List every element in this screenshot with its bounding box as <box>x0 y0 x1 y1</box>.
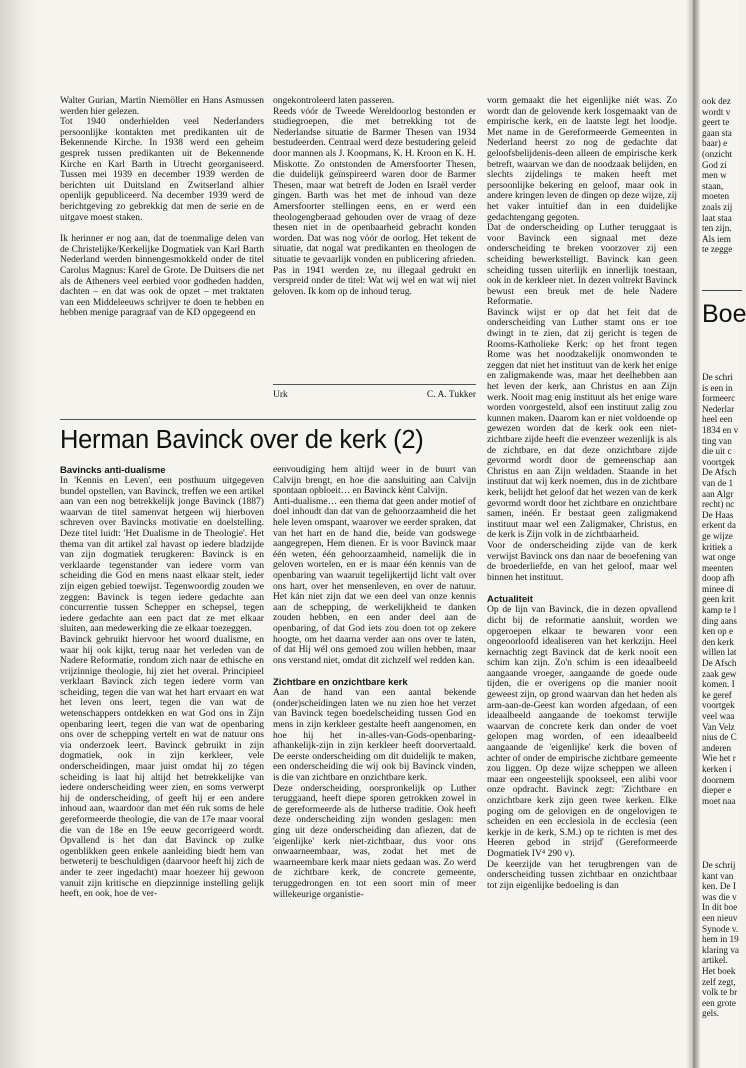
article-column-3 <box>487 96 677 891</box>
adjacent-text-line: God zi <box>702 159 727 170</box>
adjacent-text-line: is een in <box>702 382 733 393</box>
adjacent-text-line: 1834 en v <box>702 424 739 435</box>
adjacent-text-line: ook dez <box>702 96 731 106</box>
paragraph: Aan de hand van een aantal bekende (onder)scheidingen laten we nu zien hoe het verzet van Bavinck tegen boedelscheiding tussen God en mens in zijn kerkleer gestalte heeft aangenomen, en hoe hij het in-alles-van-Gods-openbaring-afhankelijk-zijn in zijn kerkleer heeft doorvertaald. De eerste onderscheiding om dit duidelijk te maken, een onderscheiding die wij ook bij Bavinck vinden, is die van zichtbare en onzichtbare kerk. <box>273 687 476 784</box>
adjacent-text-line: Synode v. <box>702 923 739 934</box>
adjacent-page-strip <box>702 0 746 1068</box>
adjacent-text-line: ken. De I <box>702 881 736 892</box>
adjacent-text-line: ge wijze <box>702 530 733 541</box>
adjacent-text-line: doornem <box>702 774 735 785</box>
paragraph: Tot 1940 onderhielden veel Nederlanders persoonlijke kontakten met predikanten uit de Bekennende Kirche. In 1938 werd een geheim gesprek tussen predikanten uit de Bekennende Kirche en Karl Barth in Utrecht georganiseerd. Tussen mei 1939 en december 1939 werden de berichten uit Duitsland en Zwitserland alhier openlijk gepubliceerd. Na december 1939 werd de berichtgeving zo gebrekkig dat men de serie en de uitgave moest staken. <box>60 116 264 223</box>
adjacent-text-line: Als iem <box>702 233 731 244</box>
adjacent-rule <box>702 290 742 291</box>
article-title: Herman Bavinck over de kerk (2) <box>60 426 424 454</box>
adjacent-text-line: ten zijn. <box>702 223 732 234</box>
adjacent-text-line: ding aans <box>702 615 737 626</box>
adjacent-text-line: geert te <box>702 117 730 128</box>
section-divider <box>60 419 476 420</box>
adjacent-text-line: wat onge <box>702 552 736 563</box>
adjacent-text-line: zaak gew <box>702 668 737 679</box>
top-column-2 <box>273 96 476 297</box>
paragraph: Voor de onderscheiding zijde van de kerk verwijst Bavinck ons dan naar de beoefening van de broederliefde, en van het geloof, maar wel binnen het instituut. <box>487 539 677 583</box>
adjacent-heading: Boe <box>702 300 746 328</box>
adjacent-text-line: wordt v <box>702 106 731 117</box>
adjacent-text-line: heel een <box>702 414 733 425</box>
signature-author: C. A. Tukker <box>426 390 476 400</box>
adjacent-text-line: erkent da <box>702 520 736 531</box>
adjacent-text-line: den kerk <box>702 636 734 647</box>
adjacent-text-line: moeten <box>702 191 730 202</box>
page-gutter <box>686 0 700 1068</box>
signature-rule <box>273 384 476 385</box>
adjacent-text-line: klaring va <box>702 944 739 955</box>
adjacent-text-line: gaan sta <box>702 127 732 138</box>
adjacent-text-line: De schri <box>702 372 733 382</box>
adjacent-text-line: een nieuv <box>702 912 738 923</box>
paragraph: Deze onderscheiding, oorspronkelijk op Luther teruggaand, heeft diepe sporen getrokken zowel in de gereformeerde als de lutherse traditie. Ook heeft deze onderscheiding zijn wonden geslagen: men ging uit deze onderscheiding dan afiezen, dat de 'eigenlijke' kerk niet-zichtbaar, dus voor ons onwaarneembaar, was, zodat het met de waarneembare kerk maar niets gedaan was. Zo werd de zichtbare kerk, de concrete gemeente, teruggedrongen en tot een soort min of meer willekeurige organistie- <box>273 782 476 900</box>
adjacent-text-line: zoals zij <box>702 201 733 212</box>
paragraph: De keerzijde van het terugbrengen van de onderscheiding tussen zichtbaar en onzichtbaar tot zijn eigenlijke bedoeling is dan <box>487 858 677 891</box>
paragraph: Bavinck gebruikt hiervoor het woord dualisme, en waar hij ook kijkt, terug naar het verleden van de Nadere Reformatie, rondom zich naar de ethische en vrijzinnige theologie, hij ziet het overal. Principieel verklaart Bavinck zich tegen iedere vorm van scheiding, tegen die van wat het hart ervaart en wat het leven ons leert, tegen die van wat de wetenschappers ontdekken en wat God ons in Zijn openbaring leert, tegen die van wat de openbaring ons over de schepping vertelt en wat de natuur ons via onderzoek leert. Bavinck gebruikt in zijn dogmatiek, ook in zijn kerkleer, vele onderscheidingen, maar juist omdat hij zo tégen scheiding is laat hij altijd het betrekkelijke van iedere onderscheiding weer zien, en soms verwerpt hij de onderscheiding, of geeft hij er een andere inhoud aan, waardoor dan met één ruk soms de hele gereformeerde theologie, die van de 17e maar vooral die van de 18e en 19e eeuw gecorrigeerd wordt. Opvallend is het dan dat Bavinck op zulke ogenblikken geen enkele aanleiding biedt hem van betweterij te beschuldigen (daarvoor heeft hij zich de ander te zeer ingedacht) maar hoezeer hij gewoon vanuit zijn kritische en diepzinnige instelling gelijk heeft, en ook, hoe de ver- <box>60 633 264 900</box>
adjacent-text-line: De Haas <box>702 509 734 520</box>
adjacent-text-line: dieper e <box>702 785 732 796</box>
adjacent-text-line: (onzicht <box>702 148 733 159</box>
subheading: Zichtbare en onzichtbare kerk <box>273 677 408 689</box>
adjacent-text-line: De schrij <box>702 860 736 870</box>
top-column-1 <box>60 96 264 319</box>
adjacent-text-line: staan, <box>702 180 724 191</box>
signature-place: Urk <box>273 390 288 400</box>
adjacent-text-line: voortgek <box>702 456 735 467</box>
adjacent-text-line: formeerc <box>702 393 736 404</box>
paragraph: Op de lijn van Bavinck, die in dezen opvallend dicht bij de reformatie aansluit, worden we opgeroepen elkaar te bewaren voor een ongeoorloofd idealiseren van het kerkzijn. Heel kernachtig zegt Bavinck dat de kerk nooit een schim kan zijn. Zo'n schim is een ideaalbeeld aangaande vroeger, aangaande de goede oude tijden, die er overigens op die manier nooit geweest zijn, op grond waarvan dan het heden als arm-aan-de-Geest kan worden afgedaan, of een ideaalbeeld aangaande de toekomst terwijle waarvan de concrete kerk dan onder de voet gelopen mag worden, of een ideaalbeeld aangaande de 'eigenlijke' kerk die boven of achter of onder de empirische zichtbare gemeente zou liggen. Op deze wijze scheppen we alleen maar een ongeestelijk spookseel, een alibi voor onze opdracht. Bavinck zegt: 'Zichtbare en onzichtbare kerk zijn geen twee kerken. Elke poging om de gelovigen en de ongelovigen te scheiden en een ecclesiola in de ecclesia (een kerkje in de kerk, S.M.) op te richten is met des Heeren gebod in strijd' (Gereformeerde Dogmatiek IV⁴ 290 v). <box>487 604 677 859</box>
adjacent-text-line: gels. <box>702 1008 720 1019</box>
subheading: Bavincks anti-dualisme <box>60 465 166 476</box>
adjacent-text-line: meenten <box>702 562 734 573</box>
adjacent-text-line: volk te br <box>702 987 738 998</box>
adjacent-text-line: De Afsch <box>702 467 737 478</box>
adjacent-text-line: zelf zegt, <box>702 976 736 987</box>
adjacent-text-line: voortgek <box>702 700 735 711</box>
adjacent-text-line: artikel. <box>702 955 728 966</box>
paragraph: In 'Kennis en Leven', een posthuum uitgegeven bundel opstellen, van Bavinck, treffen we een artikel aan van een nog betrekkelijk jonge Bavinck (1887) waarvan de titel samenvat hetgeen wij hierboven schreven over Bavincks motivatie en doelstelling. Deze titel luidt: 'Het Dualisme in de Theologie'. Het thema van dit artikel zal havast op iedere bladzijde van zijn dogmatiek terugkeren: Bavinck is en verklaarde tegenstander van iedere vorm van scheiding die God en mens naast elkaar stelt, ieder zijn eigen gebied toewijst. Tegenwoordig zouden we zeggen: Bavinck is tegen iedere gedachte aan concurrentie tussen Schepper en schepsel, tegen iedere gedachte aan een pact dat ze met elkaar sluiten, aan medewerking die ze elkaar toezeggen. <box>60 475 264 635</box>
adjacent-text-line: Nederlar <box>702 403 735 414</box>
adjacent-text-line: ke geref <box>702 689 732 700</box>
adjacent-text-line: laat staa <box>702 212 732 223</box>
adjacent-text-line: kamp te l <box>702 605 737 616</box>
adjacent-text-line: recht) nc <box>702 499 735 510</box>
adjacent-text-middle <box>702 372 738 806</box>
adjacent-text-line: Het boek <box>702 965 736 976</box>
paragraph: ongekontroleerd laten passeren. <box>273 95 395 106</box>
adjacent-text-line: kritiek a <box>702 541 733 552</box>
adjacent-text-bottom <box>702 860 739 1019</box>
adjacent-text-line: komen. I <box>702 679 735 690</box>
adjacent-text-line: men w <box>702 170 727 181</box>
adjacent-text-line: doop afh <box>702 573 735 584</box>
paragraph: Anti-dualisme… een thema dat geen ander motief of doel inhoudt dan dat van de gehoorzaamheid die het hele leven omspant, waarover we eerder spraken, dat van het hart en de hand die, beide van godswege aangegrepen, Hem dienen. Er is voor Bavinck maar één weten, één gehoorzaamheid, namelijk die in geloven wortelen, en er is maar één kennis van de openbaring van waaruit tegelijkertijd licht valt over ons hart, over het mensenleven, en over de natuur. Het kán niet zijn dat we een deel van onze kennis aan de schepping, de werkelijkheid te danken zouden hebben, en een ander deel aan de openbaring, of dat God iets zou doen tot op zekere hoogte, om het daarna verder aan ons over te laten, of dat Hij wél ons gemoed zou willen hebben, maar ons verstand niet, omdat dit zichzelf wel redden kan. <box>273 495 476 666</box>
adjacent-text-line: Van Velz <box>702 721 735 732</box>
paragraph: Walter Gurian, Martin Niemöller en Hans Asmussen werden hier gelezen. <box>60 95 264 117</box>
article-column-2 <box>273 465 476 900</box>
adjacent-text-line: ting van <box>702 435 732 446</box>
adjacent-text-top <box>702 96 732 255</box>
adjacent-text-line: hem in 19 <box>702 934 739 945</box>
adjacent-text-line: aan Algr <box>702 488 734 499</box>
adjacent-text-line: van de 1 <box>702 477 734 488</box>
adjacent-text-line: nius de C <box>702 732 737 743</box>
paragraph: eenvoudiging hem altijd weer in de buurt van Calvijn brengt, en hoe die aansluiting aan Calvijn spontaan opbloeit… en Bavinck kènt Calvijn. <box>273 464 476 497</box>
adjacent-text-line: was die v <box>702 891 737 902</box>
adjacent-text-line: Wie het r <box>702 753 736 764</box>
adjacent-text-line: anderen <box>702 742 732 753</box>
paragraph: Dat de onderscheiding op Luther teruggaat is voor Bavinck een signaal met deze onderscheiding te breken voorzover zij een scheiding bewerkstelligt. Bavinck kan geen scheiding tussen uiterlijk en innerlijk toestaan, ook in de kerkleer niet. In dezen voltrekt Bavinck bewust een breuk met de hele Nadere Reformatie. <box>487 222 677 308</box>
adjacent-text-line: minee di <box>702 583 734 594</box>
paragraph: vorm gemaakt die het eigenlijke niét was. Zo wordt dan de gelovende kerk losgemaakt van de empirische kerk, en de laatste legt het loodje. Met name in de Gereformeerde Gemeenten in Nederland heerst zo nog de gedachte dat geloofsbelijdenis-deen alleen de empirische kerk betreft, waarvan we dan de noodzaak belijden, en slechts zijdelings te maken heeft met persoonlijke bekering en geloof, maar ook in andere kringen leven de dingen op deze wijze, zij het vaker intuïtief dan in een duidelijke gedachtengang gegoten. <box>487 95 677 223</box>
subheading: Actualiteit <box>487 594 533 606</box>
adjacent-text-line: In dit boe <box>702 902 738 913</box>
adjacent-text-line: die uit c <box>702 446 732 457</box>
adjacent-text-line: te zegge <box>702 244 733 255</box>
paragraph: Ik herinner er nog aan, dat de toenmalige delen van de Christelijke/Kerkelijke Dogmatiek van Karl Barth Nederland werden binnengesmokkeld onder de titel Carolus Magnus: Karel de Grote. De Duitsers die net als de Atheners veel eerbied voor godheden hadden, dachten – en dat was ook de opzet – met traktaten van een Middeleeuws schrijver te doen te hebben en hebben menige paragraaf van de KD opgegeend en <box>60 233 264 319</box>
adjacent-text-line: veel waa <box>702 711 735 721</box>
adjacent-text-line: kant van <box>702 870 734 881</box>
adjacent-text-line: geen krit <box>702 594 735 605</box>
article-column-1 <box>60 465 264 900</box>
paragraph: Bavinck wijst er op dat het feit dat de onderscheiding van Luther stamt ons er toe dwingt in te zien, dat zij gericht is tegen de Rooms-Katholieke Kerk: op het front tegen Rome was het noodzakelijk onomwonden te zeggen dat niet het instituut van de kerk het enige en zaligmakende was, maar het deelhebben aan het leven der kerk, aan Christus en aan Zijn werk. Nooit mag enig instituut als het enige ware worden voorgesteld, alsof een instituut zalig zou kunnen maken. Daarom kan er niet voldoende op gewezen worden dat de kerk ook een niet-zichtbare zijde heeft die evenzeer wezenlijk is als de zichtbare, en dat deze onzichtbare zijde gevormd wordt door de gemeenschap aan Christus en aan Zijn weldaden. Staande in het instituut dat wij kerk noemen, dus in de zichtbare kerk, belijdt het geloof dat het wezen van de kerk gevormd wordt door het zichtbare en onzichtbare samen, inéén. Er bestaat geen zaligmakend instituut maar wel een Zaligmaker, Christus, en de kerk is Zijn volk in de zichtbaarheid. <box>487 306 677 541</box>
adjacent-text-line: ken op e <box>702 626 734 637</box>
adjacent-text-line: moet naa <box>702 795 736 806</box>
adjacent-text-line: een grote <box>702 997 736 1008</box>
paragraph: Reeds vóór de Tweede Wereldoorlog bestonden er studiegroepen, die met betrekking tot de Nederlandse situatie de Barmer Thesen van 1934 bestudeerden. Centraal werd deze bestudering geleid door mannen als J. Koopmans, K. H. Kroon en K. H. Miskotte. Zo ontstonden de Amersfoorter Thesen, die duidelijk geïnspireerd waren door de Barmer Thesen, maar wat betreft de Joden en Israël verder gingen. Barth was het met de inhoud van deze Amersfoorter stellingen eens, en er werd een theologengberaad gehouden over de vraag of deze thesen niet in de openbaarheid gebracht konden worden. Dat was nog vóór de oorlog. Het tekent de situatie, dat nogal wat predikanten en theologen de situatie te gevaarlijk vonden en publicering afrieden. Pas in 1941 werden ze, nu illegaal gedrukt en verspreid onder de titel: Wat wij wel en wat wij niet geloven. Ik kom op de inhoud terug. <box>273 105 476 297</box>
page-fold-shadow <box>0 0 38 1068</box>
adjacent-text-line: De Afsch <box>702 658 737 669</box>
adjacent-text-line: willen lat <box>702 647 737 658</box>
adjacent-text-line: kerken i <box>702 763 732 774</box>
adjacent-text-line: baar) e <box>702 138 728 149</box>
